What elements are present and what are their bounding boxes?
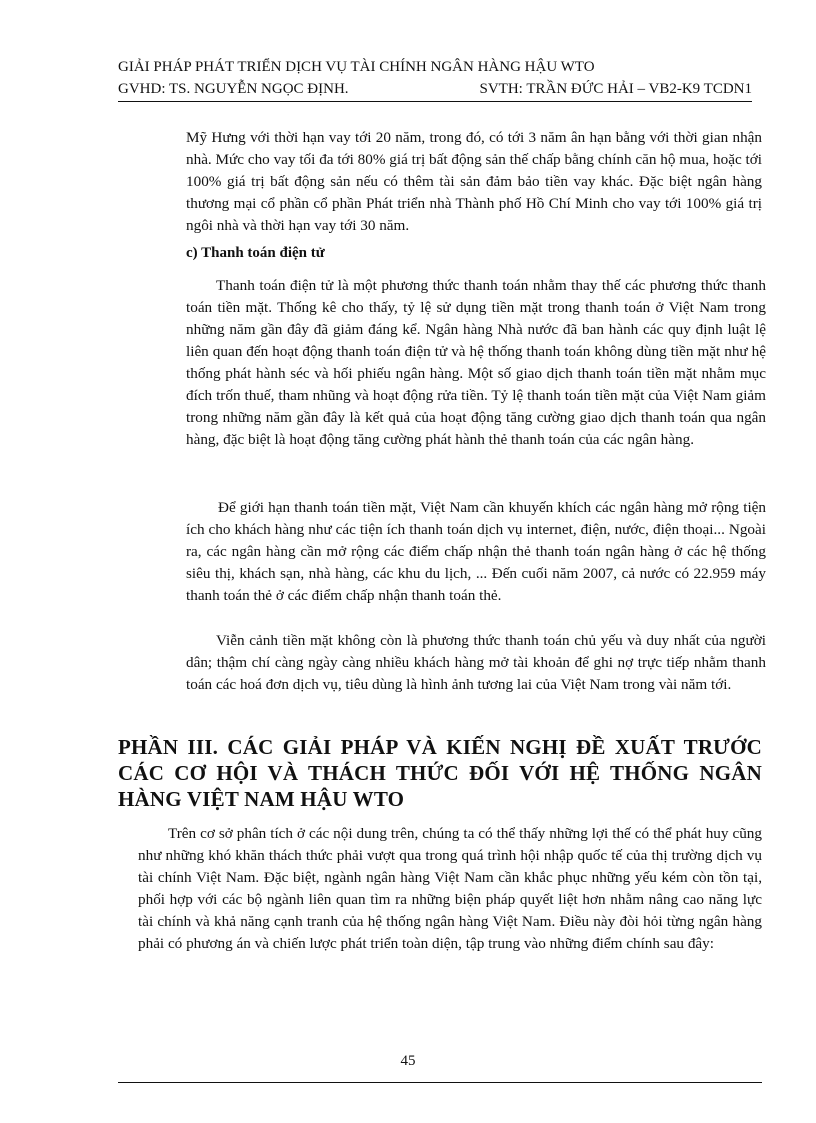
subheading-electronic-payment: c) Thanh toán điện tử [186,245,325,261]
header-title: GIẢI PHÁP PHÁT TRIỂN DỊCH VỤ TÀI CHÍNH NGÂN HÀNG HẬU WTO [118,59,595,75]
paragraph-section-intro: Trên cơ sở phân tích ở các nội dung trên, chúng ta có thể thấy những lợi thế có thể phát huy cũng như những khó khăn thách thức phải vượt qua trong quá trình hội nhập quốc tế của thị trường dịch vụ tài chính Việt Nam. Đặc biệt, ngành ngân hàng Việt Nam cần khắc phục những yếu kém còn tồn tại, phối hợp với các bộ ngành liên quan tìm ra những biện pháp quyết liệt hơn nhằm nâng cao năng lực tài chính và khả năng cạnh tranh của hệ thống ngân hàng Việt Nam. Điều này đòi hỏi từng ngân hàng phải có phương án và chiến lược phát triển toàn diện, tập trung vào những điểm chính sau đây: [138,825,762,952]
paragraph-electronic-payment: Thanh toán điện tử là một phương thức thanh toán nhằm thay thế các phương thức thanh toán tiền mặt. Thống kê cho thấy, tỷ lệ sử dụng tiền mặt trong thanh toán ở Việt Nam trong những năm gần đây đã giảm đáng kể. Ngân hàng Nhà nước đã ban hành các quy định luật lệ liên quan đến hoạt động thanh toán điện tử và hệ thống thanh toán không dùng tiền mặt như hệ thống phát hành séc và hối phiếu ngân hàng. Một số giao dịch thanh toán tiền mặt nhằm mục đích trốn thuế, tham nhũng và hoạt động rửa tiền. Tỷ lệ thanh toán tiền mặt của Việt Nam giảm trong những năm gần đây là kết quả của hoạt động tăng cường giao dịch thanh toán qua ngân hàng, đặc biệt là hoạt động tăng cường phát hành thẻ thanh toán của các ngân hàng. [186,277,766,448]
page-number: 45 [400,1053,416,1069]
paragraph-cash-limit: Để giới hạn thanh toán tiền mặt, Việt Nam cần khuyến khích các ngân hàng mở rộng tiện ích cho khách hàng như các tiện ích thanh toán dịch vụ internet, điện, nước, điện thoại... Ngoài ra, các ngân hàng cần mở rộng các điểm chấp nhận thẻ thanh toán ngân hàng ở các hệ thống siêu thị, khách sạn, nhà hàng, các khu du lịch, ... Đến cuối năm 2007, cả nước có 22.959 máy thanh toán thẻ ở các điểm chấp nhận thanh toán thẻ. [186,499,766,604]
section-title: PHẦN III. CÁC GIẢI PHÁP VÀ KIẾN NGHỊ ĐỀ XUẤT TRƯỚC CÁC CƠ HỘI VÀ THÁCH THỨC ĐỐI VỚI HỆ THỐNG NGÂN HÀNG VIỆT NAM HẬU WTO [118,735,762,811]
footer-divider [118,1082,762,1083]
paragraph-outlook: Viễn cảnh tiền mặt không còn là phương thức thanh toán chủ yếu và duy nhất của người dân; thậm chí càng ngày càng nhiều khách hàng mở tài khoản để ghi nợ trực tiếp nhằm thanh toán các hoá đơn dịch vụ, tiêu dùng là hình ảnh tương lai của Việt Nam trong vài năm tới. [186,632,766,693]
paragraph-housing-loans: Mỹ Hưng với thời hạn vay tới 20 năm, trong đó, có tới 3 năm ân hạn bằng với thời gian nhận nhà. Mức cho vay tối đa tới 80% giá trị bất động sản thế chấp bằng chính căn hộ mua, hoặc tới 100% giá trị bất động sản nếu có thêm tài sản đảm bảo tiền vay khác. Đặc biệt ngân hàng thương mại cổ phần cổ phần Phát triển nhà Thành phố Hồ Chí Minh cho vay tới 100% giá trị ngôi nhà và thời hạn vay tới 30 năm. [186,129,762,234]
header-divider [118,101,752,102]
header-advisor: GVHD: TS. NGUYỄN NGỌC ĐỊNH. [118,81,349,97]
header-student: SVTH: TRẦN ĐỨC HẢI – VB2-K9 TCDN1 [479,81,752,97]
header-meta [118,80,752,98]
